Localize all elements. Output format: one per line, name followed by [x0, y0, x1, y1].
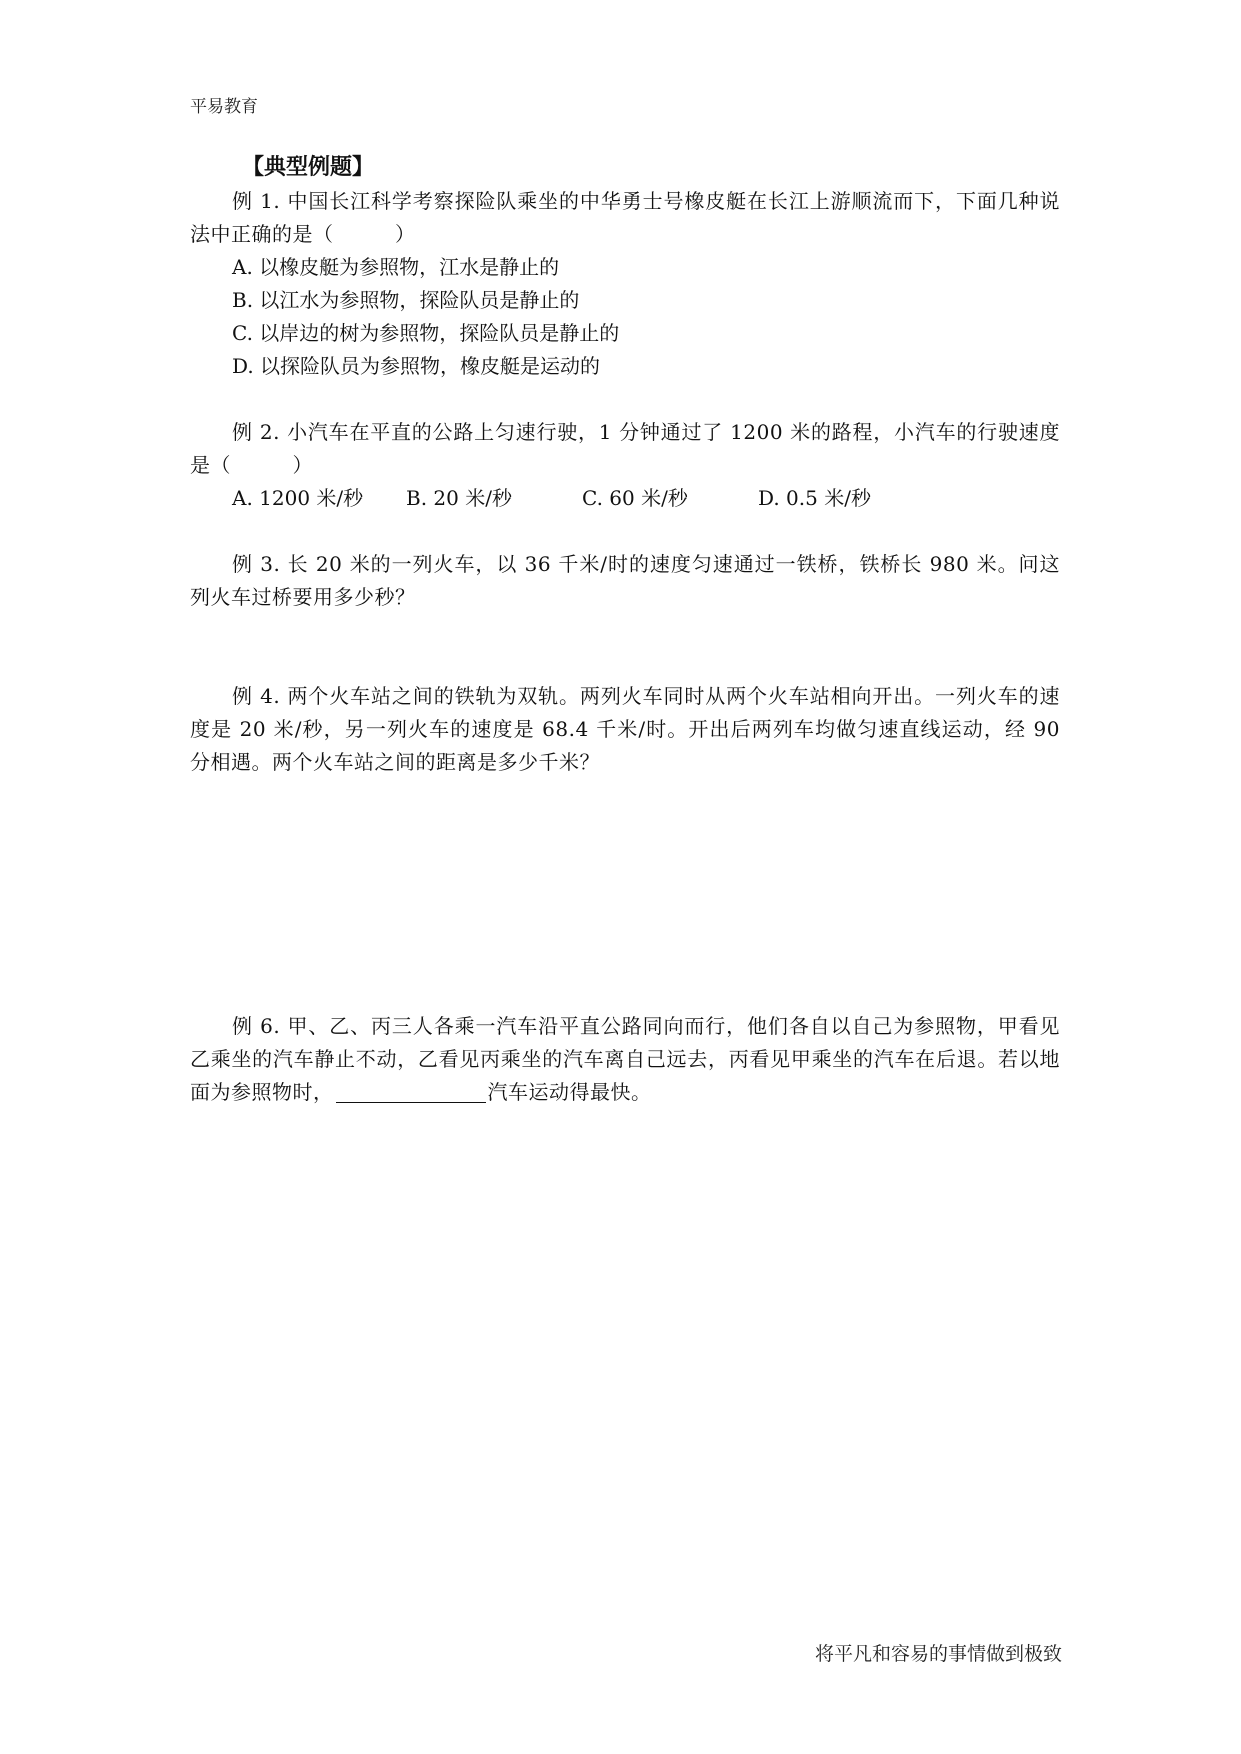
section-title: 【典型例题】 [242, 155, 375, 180]
example-1-question: 例 1. 中国长江科学考察探险队乘坐的中华勇士号橡皮艇在长江上游顺流而下，下面几种说法中正确的是（ ） [190, 189, 1060, 246]
document-body [190, 153, 1060, 1109]
example-6-text-before: 例 6. 甲、乙、丙三人各乘一汽车沿平直公路同向而行，他们各自以自己为参照物，甲看见乙乘坐的汽车静止不动，乙看见丙乘坐的汽车离自己远去，丙看见甲乘坐的汽车在后退。若以地面为参照物时， [190, 1014, 1060, 1104]
example-6-question [190, 1010, 1060, 1109]
example-3-question: 例 3. 长 20 米的一列火车，以 36 千米/时的速度匀速通过一铁桥，铁桥长 980 米。问这列火车过桥要用多少秒？ [190, 552, 1060, 609]
example-1-option-b: B. 以江水为参照物，探险队员是静止的 [232, 288, 580, 312]
example-1-option-a: A. 以橡皮艇为参照物，江水是静止的 [232, 255, 560, 279]
example-3 [190, 548, 1060, 614]
example-2-option-a: A. 1200 米/秒 [232, 486, 364, 510]
example-2-option-c: C. 60 米/秒 [582, 486, 688, 510]
example-2-question: 例 2. 小汽车在平直的公路上匀速行驶，1 分钟通过了 1200 米的路程，小汽车的行驶速度是（ ） [190, 420, 1060, 477]
example-6-text-after: 汽车运动得最快。 [487, 1080, 652, 1104]
example-2-options [190, 482, 1060, 515]
example-4 [190, 680, 1060, 779]
example-1-option-c: C. 以岸边的树为参照物，探险队员是静止的 [232, 321, 620, 345]
example-6 [190, 1010, 1060, 1109]
footer-motto: 将平凡和容易的事情做到极致 [815, 1643, 1063, 1665]
example-2-option-b: B. 20 米/秒 [406, 486, 512, 510]
example-2-option-d: D. 0.5 米/秒 [758, 486, 871, 510]
example-2 [190, 416, 1060, 515]
example-1 [190, 185, 1060, 383]
example-1-option-d: D. 以探险队员为参照物，橡皮艇是运动的 [232, 354, 601, 378]
example-6-answer-blank[interactable] [336, 1080, 486, 1103]
example-1-options [190, 251, 1060, 383]
header-org: 平易教育 [190, 97, 258, 117]
example-4-question: 例 4. 两个火车站之间的铁轨为双轨。两列火车同时从两个火车站相向开出。一列火车的速度是 20 米/秒，另一列火车的速度是 68.4 千米/时。开出后两列车均做匀速直线运动，经 90 分相遇。两个火车站之间的距离是多少千米？ [190, 684, 1060, 774]
